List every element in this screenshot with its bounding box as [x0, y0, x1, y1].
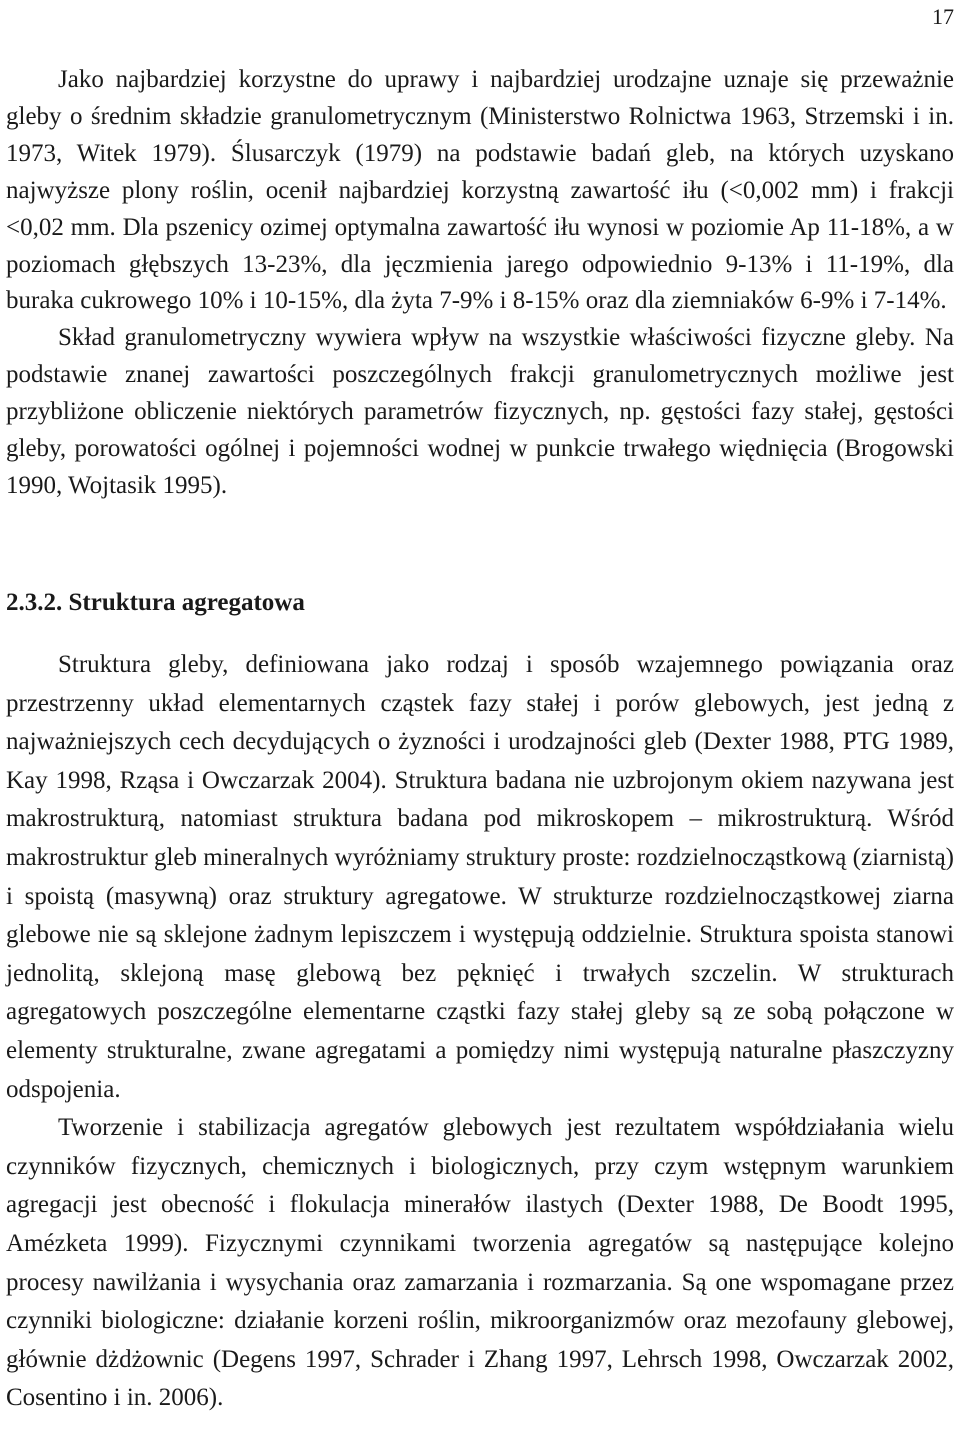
- section-heading: 2.3.2. Struktura agregatowa: [6, 589, 305, 616]
- section-body: [6, 646, 954, 1418]
- paragraph: Skład granulometryczny wywiera wpływ na wszystkie właściwości fizyczne gleby. Na podstawie znanej zawartości poszczególnych frakcji granulometrycznych możliwe jest przybliżone obliczenie niektórych parametrów fizycznych, np. gęstości fazy stałej, gęstości gleby, porowatości ogólnej i pojemności wodnej w punkcie trwałego więdnięcia (Brogowski 1990, Wojtasik 1995).: [6, 324, 954, 499]
- intro-text: [6, 62, 954, 505]
- paragraph: Jako najbardziej korzystne do uprawy i najbardziej urodzajne uznaje się przeważnie gleby o średnim składzie granulometrycznym (Ministerstwo Rolnictwa 1963, Strzemski i in. 1973, Witek 1979). Ślusarczyk (1979) na podstawie badań gleb, na których uzyskano najwyższe plony roślin, ocenił najbardziej korzystną zawartość iłu (<0,002 mm) i frakcji <0,02 mm. Dla pszenicy ozimej optymalna zawartość iłu wynosi w poziomie Ap 11-18%, a w poziomach głębszych 13-23%, dla jęczmienia jarego odpowiednio 9-13% i 11-19%, dla buraka cukrowego 10% i 10-15%, dla żyta 7-9% i 8-15% oraz dla ziemniaków 6-9% i 7-14%.: [6, 66, 954, 315]
- page-number: 17: [932, 4, 954, 29]
- paragraph: Tworzenie i stabilizacja agregatów glebowych jest rezultatem współdziałania wielu czynników fizycznych, chemicznych i biologicznych, przy czym wstępnym warunkiem agregacji jest obecność i flokulacja minerałów ilastych (Dexter 1988, De Boodt 1995, Amézketa 1999). Fizycznymi czynnikami tworzenia agregatów są następujące kolejno procesy nawilżania i wysychania oraz zamarzania i rozmarzania. Są one wspomagane przez czynniki biologiczne: działanie korzeni roślin, mikroorganizmów oraz mezofauny glebowej, głównie dżdżownic (Degens 1997, Schrader i Zhang 1997, Lehrsch 1998, Owczarzak 2002, Cosentino i in. 2006).: [6, 1114, 954, 1412]
- paragraph: Struktura gleby, definiowana jako rodzaj i sposób wzajemnego powiązania oraz przestrzenny układ elementarnych cząstek fazy stałej i porów glebowych, jest jedną z najważniejszych cech decydujących o żyzności i urodzajności gleb (Dexter 1988, PTG 1989, Kay 1998, Rząsa i Owczarzak 2004). Struktura badana nie uzbrojonym okiem nazywana jest makrostrukturą, natomiast struktura badana pod mikroskopem – mikrostrukturą. Wśród makrostruktur gleb mineralnych wyróżniamy struktury proste: rozdzielnocząstkową (ziarnistą) i spoistą (masywną) oraz struktury agregatowe. W strukturze rozdzielnocząstkowej ziarna glebowe nie są sklejone żadnym lepiszczem i występują oddzielnie. Struktura spoista stanowi jednolitą, sklejoną masę glebową bez pęknięć i trwałych szczelin. W strukturach agregatowych poszczególne elementarne cząstki fazy stałej gleby są ze sobą połączone w elementy strukturalne, zwane agregatami a pomiędzy nimi występują naturalne płaszczyzny odspojenia.: [6, 651, 954, 1103]
